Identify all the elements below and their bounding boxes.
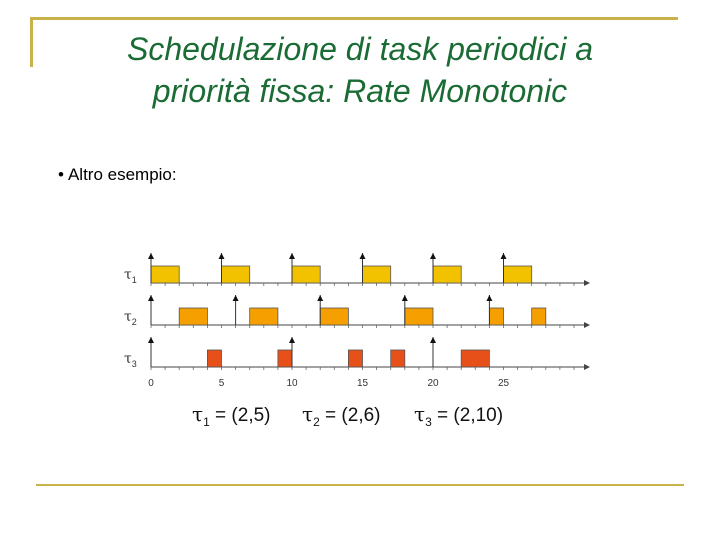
arrival-arrow-icon: [148, 295, 154, 301]
execution-block: [391, 350, 405, 367]
bullet-dot-icon: •: [58, 165, 64, 184]
time-tick-label: 15: [356, 378, 369, 389]
param-symbol: τ: [414, 402, 426, 426]
execution-block: [504, 266, 532, 283]
param-index: 1: [203, 415, 210, 429]
arrival-arrow-icon: [233, 295, 239, 301]
param-symbol: τ: [302, 402, 314, 426]
execution-block: [489, 308, 503, 325]
execution-block: [320, 308, 348, 325]
task-index: 2: [131, 317, 137, 327]
timeline-arrowhead-icon: [584, 280, 590, 286]
param-value: = (2,6): [319, 405, 381, 426]
task-label-tau3: [124, 351, 137, 369]
arrival-arrow-icon: [430, 337, 436, 343]
task-parameter-tau2: [302, 402, 381, 429]
time-tick-label: 10: [286, 378, 298, 389]
param-value: = (2,10): [431, 405, 504, 426]
arrival-arrow-icon: [289, 337, 295, 343]
arrival-arrow-icon: [148, 253, 154, 259]
slide-title-line-2: priorità fissa: Rate Monotonic: [152, 73, 568, 109]
execution-block: [363, 266, 391, 283]
param-index: 3: [425, 415, 432, 429]
execution-block: [207, 350, 221, 367]
arrival-arrow-icon: [289, 253, 295, 259]
time-tick-label: 20: [427, 378, 439, 389]
execution-block: [250, 308, 278, 325]
task-symbol: τ: [124, 267, 132, 283]
execution-block: [461, 350, 489, 367]
slide-title-line-1: Schedulazione di task periodici a: [126, 31, 594, 67]
task-index: 3: [131, 359, 137, 369]
execution-block: [348, 350, 362, 367]
task-symbol: τ: [124, 351, 132, 367]
arrival-arrow-icon: [148, 337, 154, 343]
arrival-arrow-icon: [430, 253, 436, 259]
timeline-arrowhead-icon: [584, 364, 590, 370]
time-tick-label: 25: [497, 378, 510, 389]
arrival-arrow-icon: [402, 295, 408, 301]
execution-block: [222, 266, 250, 283]
arrival-arrow-icon: [486, 295, 492, 301]
execution-block: [151, 266, 179, 283]
task-label-tau2: [124, 309, 137, 327]
time-tick-label: 5: [218, 378, 225, 389]
task-label-tau1: [124, 267, 137, 285]
execution-block: [532, 308, 546, 325]
execution-block: [179, 308, 207, 325]
execution-block: [433, 266, 461, 283]
arrival-arrow-icon: [360, 253, 366, 259]
task-index: 1: [131, 275, 137, 285]
arrival-arrow-icon: [219, 253, 225, 259]
param-value: = (2,5): [209, 405, 271, 426]
time-tick-label: 0: [148, 378, 154, 389]
arrival-arrow-icon: [501, 253, 507, 259]
task-symbol: τ: [124, 309, 132, 325]
bullet-text: Altro esempio:: [67, 165, 177, 184]
param-symbol: τ: [192, 402, 204, 426]
task-parameter-tau1: [192, 402, 271, 429]
execution-block: [278, 350, 292, 367]
timeline-arrowhead-icon: [584, 322, 590, 328]
execution-block: [292, 266, 320, 283]
param-index: 2: [313, 415, 320, 429]
arrival-arrow-icon: [317, 295, 323, 301]
execution-block: [405, 308, 433, 325]
task-parameter-tau3: [414, 402, 503, 429]
